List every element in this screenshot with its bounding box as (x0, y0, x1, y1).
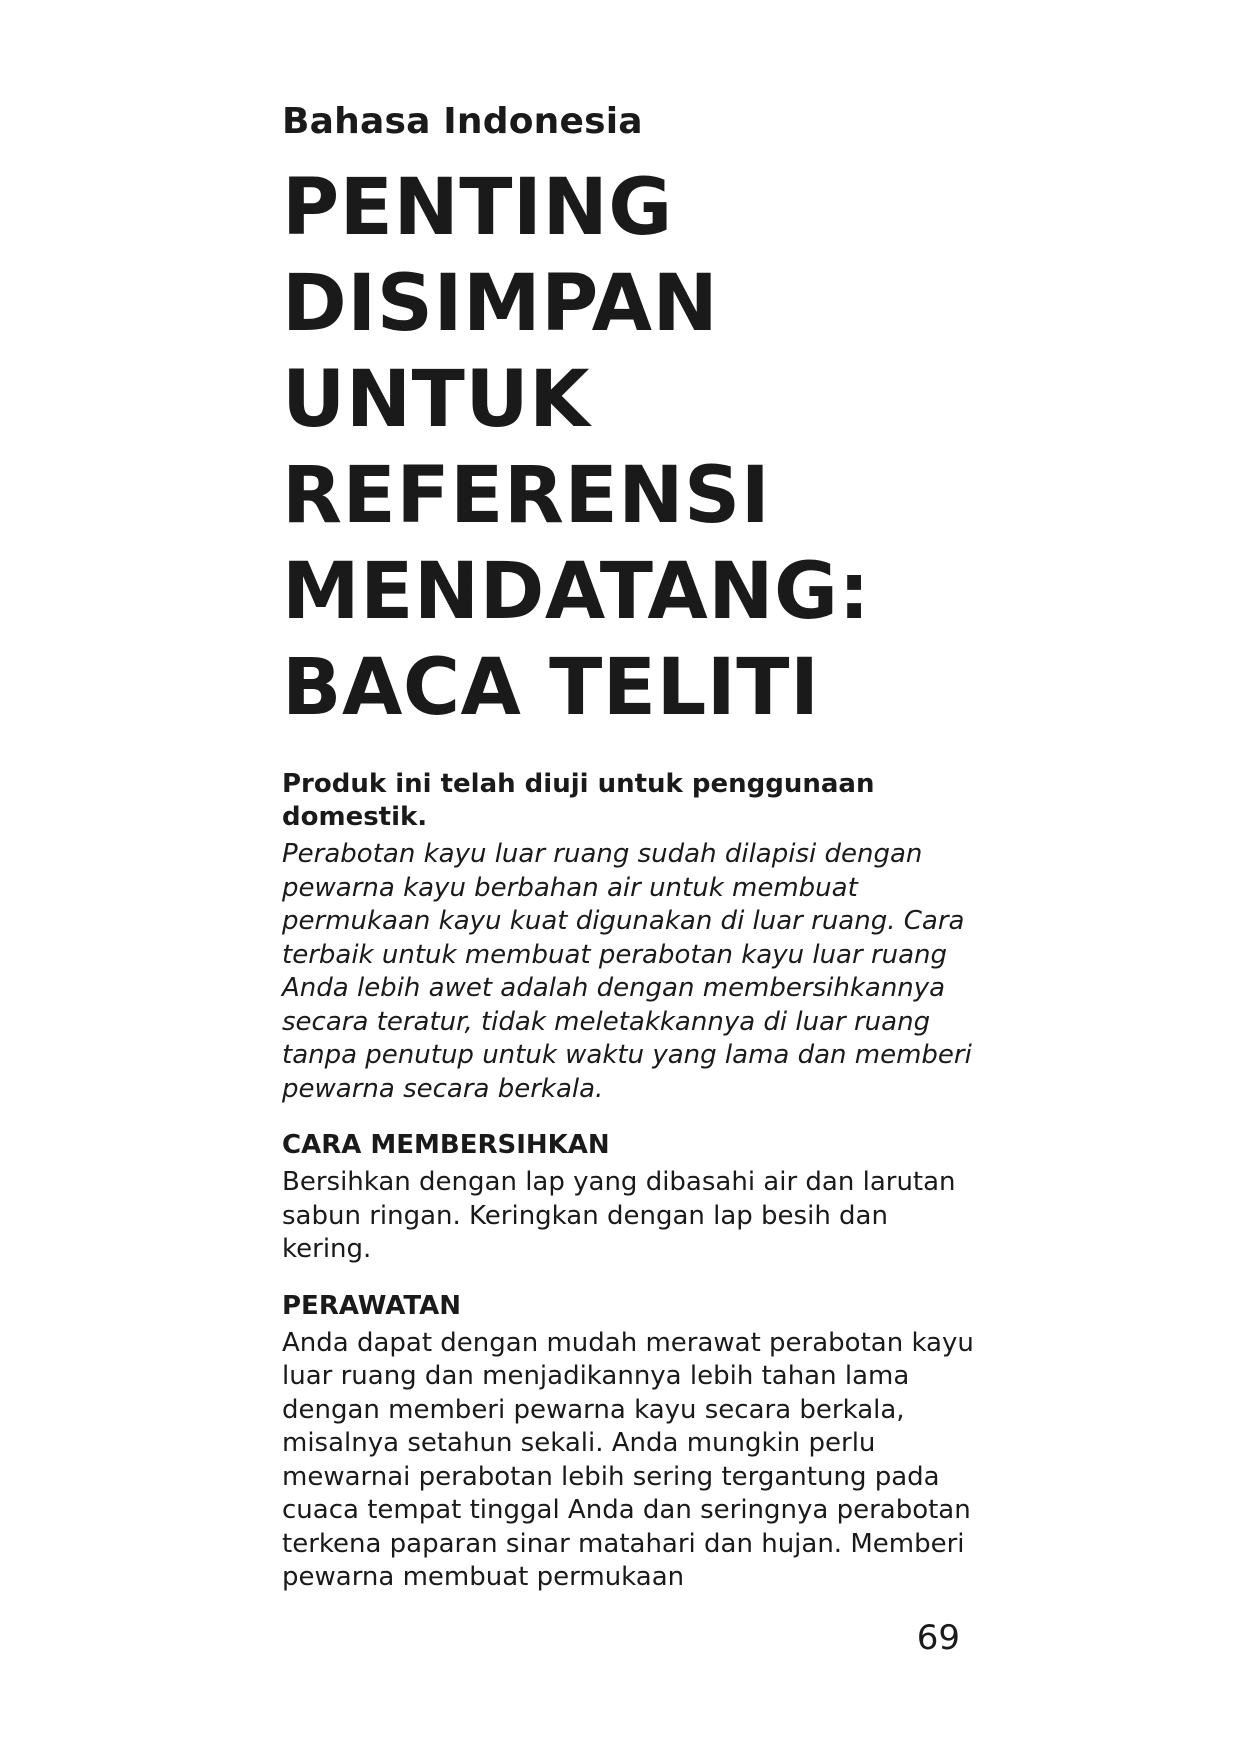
section-body-cleaning: Bersihkan dengan lap yang dibasahi air dan larutan sabun ringan. Keringkan dengan lap besih dan kering. (282, 1167, 956, 1264)
document-title (282, 160, 1002, 736)
intro-paragraph: Perabotan kayu luar ruang sudah dilapisi dengan pewarna kayu berbahan air untuk membuat permukaan kayu kuat digunakan di luar ruang. Cara terbaik untuk membuat perabotan kayu luar ruang Anda lebih awet adalah dengan membersihkannya secara teratur, tidak meletakkannya di luar ruang tanpa penutup untuk waktu yang lama dan memberi pewarna secara berkala. (282, 839, 972, 1104)
title-line: DISIMPAN (282, 259, 719, 349)
title-line: PENTING (282, 163, 673, 253)
document-page (282, 96, 1002, 1595)
section-heading-care: PERAWATAN (282, 1290, 462, 1321)
language-label: Bahasa Indonesia (282, 101, 643, 142)
title-line: REFERENSI (282, 451, 771, 541)
title-line: UNTUK (282, 355, 591, 445)
section-body-care: Anda dapat dengan mudah merawat perabotan kayu luar ruang dan menjadikannya lebih tahan lama dengan memberi pewarna kayu secara berkala, misalnya setahun sekali. Anda mungkin perlu mewarnai perabotan lebih sering tergantung pada cuaca tempat tinggal Anda dan seringnya perabotan terkena paparan sinar matahari dan hujan. Memberi pewarna membuat permukaan (282, 1327, 974, 1592)
lead-paragraph: Produk ini telah diuji untuk penggunaan domestik. (282, 769, 875, 832)
page-number: 69 (916, 1618, 960, 1658)
title-line: MENDATANG: (282, 547, 871, 637)
section-heading-cleaning: CARA MEMBERSIHKAN (282, 1130, 610, 1160)
title-line: BACA TELITI (282, 643, 820, 733)
